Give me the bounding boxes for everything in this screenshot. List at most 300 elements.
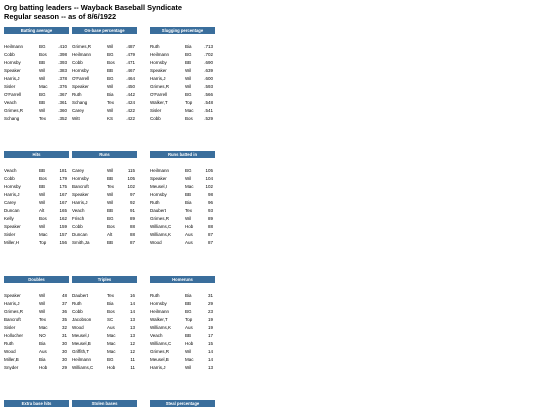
player-name: O'Farrell bbox=[4, 92, 22, 97]
team-abbr: Wil bbox=[107, 84, 114, 89]
team-abbr: BG bbox=[39, 92, 46, 97]
table-row bbox=[4, 99, 69, 107]
player-name: Ruth bbox=[4, 341, 14, 346]
stat-value: 92 bbox=[129, 200, 135, 205]
table-row bbox=[72, 83, 137, 91]
runs-rows bbox=[72, 167, 137, 247]
team-abbr: Tex bbox=[107, 293, 115, 298]
team-abbr: Alt bbox=[107, 232, 113, 237]
table-row bbox=[150, 340, 215, 348]
table-row bbox=[150, 207, 215, 215]
player-name: Schang bbox=[72, 100, 88, 105]
table-row bbox=[4, 356, 69, 364]
player-name: Heilmann bbox=[72, 357, 92, 362]
player-name: Harris,J bbox=[150, 365, 166, 370]
player-name: Grimes,R bbox=[150, 84, 169, 89]
stat-value: 30 bbox=[61, 349, 67, 354]
table-row bbox=[150, 316, 215, 324]
on-base-percentage-rows bbox=[72, 43, 137, 123]
table-row bbox=[4, 175, 69, 183]
team-abbr: Mac bbox=[185, 357, 194, 362]
slugging-percentage-rows bbox=[150, 43, 215, 123]
stat-value: .367 bbox=[58, 92, 67, 97]
stat-value: 48 bbox=[61, 293, 67, 298]
team-abbr: BB bbox=[39, 60, 46, 65]
table-row bbox=[72, 300, 137, 308]
table-row bbox=[4, 324, 69, 332]
player-name: Cobb bbox=[72, 224, 83, 229]
stat-value: .376 bbox=[58, 84, 67, 89]
stat-value: .450 bbox=[126, 84, 135, 89]
table-row bbox=[4, 348, 69, 356]
table-row bbox=[150, 215, 215, 223]
slugging-percentage-header: Slugging percentage bbox=[150, 27, 215, 34]
team-abbr: BB bbox=[107, 208, 114, 213]
table-row bbox=[4, 191, 69, 199]
table-row bbox=[4, 75, 69, 83]
stat-value: 23 bbox=[207, 309, 213, 314]
player-name: Wood bbox=[4, 349, 16, 354]
stat-value: 89 bbox=[207, 216, 213, 221]
team-abbr: Wil bbox=[185, 68, 192, 73]
table-row bbox=[4, 215, 69, 223]
player-name: Heilmann bbox=[150, 168, 170, 173]
stat-value: 30 bbox=[61, 357, 67, 362]
table-row bbox=[150, 324, 215, 332]
stat-value: .639 bbox=[204, 68, 213, 73]
team-abbr: Wil bbox=[39, 108, 46, 113]
player-name: Duncan bbox=[4, 208, 20, 213]
stat-value: 31 bbox=[61, 333, 67, 338]
team-abbr: Wil bbox=[39, 200, 46, 205]
table-row bbox=[150, 67, 215, 75]
stat-value: 13 bbox=[129, 317, 135, 322]
table-row bbox=[150, 239, 215, 247]
stat-value: 15 bbox=[207, 341, 213, 346]
steal-percentage-table bbox=[150, 400, 215, 416]
stat-value: 19 bbox=[207, 325, 213, 330]
team-abbr: Top bbox=[185, 100, 193, 105]
table-row bbox=[72, 43, 137, 51]
player-name: Harris,J bbox=[4, 76, 20, 81]
on-base-percentage-header: On-base percentage bbox=[72, 27, 137, 34]
doubles-header: Doubles bbox=[4, 276, 69, 283]
stat-value: .360 bbox=[58, 108, 67, 113]
stat-value: .442 bbox=[126, 92, 135, 97]
table-row bbox=[150, 91, 215, 99]
stat-value: .471 bbox=[126, 60, 135, 65]
team-abbr: BG bbox=[185, 92, 192, 97]
player-name: Ruth bbox=[150, 200, 160, 205]
stat-value: 30 bbox=[61, 341, 67, 346]
stat-value: 29 bbox=[207, 301, 213, 306]
team-abbr: Aus bbox=[185, 240, 193, 245]
table-row bbox=[4, 83, 69, 91]
player-name: Williams,C bbox=[150, 224, 172, 229]
team-abbr: Wil bbox=[185, 216, 192, 221]
team-abbr: BB bbox=[39, 100, 46, 105]
player-name: Cobb bbox=[72, 60, 83, 65]
player-name: Grimes,R bbox=[72, 44, 91, 49]
table-row bbox=[4, 308, 69, 316]
player-name: Ruth bbox=[150, 293, 160, 298]
team-abbr: BB bbox=[39, 184, 46, 189]
team-abbr: BG bbox=[107, 357, 114, 362]
player-name: Hornsby bbox=[4, 60, 21, 65]
stat-value: .713 bbox=[204, 44, 213, 49]
table-row bbox=[72, 340, 137, 348]
triples-table bbox=[72, 276, 137, 372]
player-name: Walker,T bbox=[150, 317, 168, 322]
player-name: Veach bbox=[4, 168, 17, 173]
stat-value: 13 bbox=[129, 333, 135, 338]
table-row bbox=[72, 223, 137, 231]
team-abbr: Top bbox=[39, 240, 47, 245]
table-row bbox=[72, 191, 137, 199]
stat-value: .467 bbox=[126, 68, 135, 73]
team-abbr: Wil bbox=[107, 108, 114, 113]
player-name: Williams,C bbox=[150, 341, 172, 346]
player-name: Speaker bbox=[4, 224, 21, 229]
table-row bbox=[4, 300, 69, 308]
player-name: Hornsby bbox=[150, 301, 167, 306]
team-abbr: BB bbox=[107, 240, 114, 245]
stat-value: .424 bbox=[126, 100, 135, 105]
player-name: Cobb bbox=[4, 52, 15, 57]
team-abbr: Bos bbox=[107, 224, 115, 229]
stat-value: .529 bbox=[204, 116, 213, 121]
steal-percentage-header: Steal percentage bbox=[150, 400, 215, 407]
stat-value: 14 bbox=[207, 349, 213, 354]
table-row bbox=[150, 167, 215, 175]
player-name: Meusel,B bbox=[72, 341, 91, 346]
table-row bbox=[150, 292, 215, 300]
table-row bbox=[72, 348, 137, 356]
player-name: Ruth bbox=[72, 92, 82, 97]
doubles-rows bbox=[4, 292, 69, 372]
table-row bbox=[4, 332, 69, 340]
team-abbr: Mac bbox=[39, 84, 48, 89]
stat-value: .541 bbox=[204, 108, 213, 113]
player-name: Hornsby bbox=[72, 68, 89, 73]
team-abbr: Hob bbox=[185, 341, 194, 346]
player-name: Hornsby bbox=[150, 60, 167, 65]
table-row bbox=[4, 239, 69, 247]
player-name: Harris,J bbox=[72, 200, 88, 205]
team-abbr: Bia bbox=[185, 44, 192, 49]
table-row bbox=[72, 91, 137, 99]
stat-value: 12 bbox=[129, 349, 135, 354]
team-abbr: Mac bbox=[39, 232, 48, 237]
stat-value: 19 bbox=[207, 317, 213, 322]
team-abbr: BB bbox=[39, 168, 46, 173]
table-row bbox=[150, 99, 215, 107]
player-name: Heilmann bbox=[150, 309, 170, 314]
team-abbr: Wil bbox=[185, 84, 192, 89]
stat-value: .566 bbox=[204, 92, 213, 97]
stat-value: 179 bbox=[59, 176, 67, 181]
table-row bbox=[72, 99, 137, 107]
player-name: Veach bbox=[4, 100, 17, 105]
hits-rows bbox=[4, 167, 69, 247]
stat-value: 12 bbox=[129, 341, 135, 346]
slugging-percentage-table bbox=[150, 27, 215, 123]
team-abbr: Wil bbox=[39, 301, 46, 306]
player-name: Hollocher bbox=[4, 333, 24, 338]
extra-base-hits-table bbox=[4, 400, 69, 416]
player-name: Smith,Ja bbox=[72, 240, 90, 245]
stat-value: 35 bbox=[61, 317, 67, 322]
table-row bbox=[150, 191, 215, 199]
stat-value: .464 bbox=[126, 76, 135, 81]
player-name: O'Farrell bbox=[72, 76, 90, 81]
team-abbr: Wil bbox=[39, 76, 46, 81]
team-abbr: Bos bbox=[107, 60, 115, 65]
stat-value: 36 bbox=[61, 309, 67, 314]
stat-value: 162 bbox=[59, 216, 67, 221]
team-abbr: Aus bbox=[185, 325, 193, 330]
team-abbr: Wil bbox=[185, 365, 192, 370]
player-name: Speaker bbox=[150, 68, 167, 73]
table-row bbox=[4, 43, 69, 51]
team-abbr: BB bbox=[185, 192, 192, 197]
team-abbr: BB bbox=[185, 301, 192, 306]
team-abbr: Wil bbox=[39, 224, 46, 229]
team-abbr: Hob bbox=[107, 365, 116, 370]
team-abbr: Aus bbox=[39, 349, 47, 354]
player-name: Wood bbox=[72, 325, 84, 330]
table-row bbox=[72, 231, 137, 239]
stolen-bases-header: Stolen bases bbox=[72, 400, 137, 407]
batting-average-header: Batting average bbox=[4, 27, 69, 34]
table-row bbox=[150, 175, 215, 183]
team-abbr: Bia bbox=[185, 200, 192, 205]
homeruns-table bbox=[150, 276, 215, 372]
team-abbr: BG bbox=[107, 52, 114, 57]
stat-value: .361 bbox=[58, 100, 67, 105]
stat-value: 14 bbox=[207, 357, 213, 362]
stat-value: 102 bbox=[205, 184, 213, 189]
table-row bbox=[72, 199, 137, 207]
table-row bbox=[150, 300, 215, 308]
table-row bbox=[150, 75, 215, 83]
stat-value: 93 bbox=[207, 208, 213, 213]
table-row bbox=[72, 107, 137, 115]
player-name: Grimes,R bbox=[150, 349, 169, 354]
stat-value: 17 bbox=[207, 333, 213, 338]
stat-value: 91 bbox=[129, 208, 135, 213]
player-name: Schang bbox=[4, 116, 20, 121]
stat-value: 97 bbox=[129, 192, 135, 197]
table-row bbox=[4, 183, 69, 191]
team-abbr: Hob bbox=[39, 365, 48, 370]
player-name: Williams,K bbox=[150, 232, 171, 237]
runs-batted-in-table bbox=[150, 151, 215, 247]
team-abbr: Hob bbox=[185, 224, 194, 229]
stat-value: .487 bbox=[126, 44, 135, 49]
team-abbr: Bos bbox=[39, 176, 47, 181]
stat-value: .422 bbox=[126, 116, 135, 121]
stat-value: .600 bbox=[204, 76, 213, 81]
team-abbr: BG bbox=[185, 309, 192, 314]
table-row bbox=[150, 356, 215, 364]
hits-table bbox=[4, 151, 69, 247]
table-row bbox=[4, 115, 69, 123]
table-row bbox=[72, 115, 137, 123]
player-name: Hornsby bbox=[72, 176, 89, 181]
stat-value: 98 bbox=[207, 192, 213, 197]
table-row bbox=[150, 199, 215, 207]
stat-value: 87 bbox=[129, 240, 135, 245]
runs-batted-in-header: Runs batted in bbox=[150, 151, 215, 158]
team-abbr: Mac bbox=[185, 184, 194, 189]
player-name: O'Farrell bbox=[150, 92, 168, 97]
player-name: Cobb bbox=[72, 309, 83, 314]
player-name: Frisch bbox=[72, 216, 85, 221]
player-name: Bancroft bbox=[72, 184, 89, 189]
player-name: Williams,C bbox=[72, 365, 94, 370]
stat-value: 87 bbox=[207, 240, 213, 245]
team-abbr: Aus bbox=[185, 232, 193, 237]
player-name: Duncan bbox=[72, 232, 88, 237]
stat-value: 175 bbox=[59, 184, 67, 189]
team-abbr: Wil bbox=[107, 200, 114, 205]
player-name: Speaker bbox=[72, 84, 89, 89]
table-row bbox=[72, 67, 137, 75]
player-name: Sisler bbox=[150, 108, 162, 113]
player-name: Miller,B bbox=[4, 357, 19, 362]
player-name: Kelly bbox=[4, 216, 14, 221]
team-abbr: BG bbox=[185, 52, 192, 57]
player-name: Daubert bbox=[150, 208, 167, 213]
team-abbr: BG bbox=[39, 44, 46, 49]
table-row bbox=[72, 75, 137, 83]
team-abbr: BB bbox=[107, 176, 114, 181]
stat-value: .352 bbox=[58, 116, 67, 121]
batting-average-table bbox=[4, 27, 69, 123]
player-name: Hornsby bbox=[150, 192, 167, 197]
team-abbr: Tex bbox=[185, 208, 193, 213]
table-row bbox=[4, 292, 69, 300]
table-row bbox=[150, 364, 215, 372]
team-abbr: Bos bbox=[39, 216, 47, 221]
stat-value: 37 bbox=[61, 301, 67, 306]
table-row bbox=[4, 67, 69, 75]
table-row bbox=[4, 316, 69, 324]
table-row bbox=[4, 51, 69, 59]
team-abbr: Bos bbox=[39, 52, 47, 57]
stat-value: 167 bbox=[59, 192, 67, 197]
team-abbr: BG bbox=[107, 76, 114, 81]
stat-value: .383 bbox=[58, 68, 67, 73]
team-abbr: Wil bbox=[185, 76, 192, 81]
table-row bbox=[4, 107, 69, 115]
triples-header: Triples bbox=[72, 276, 137, 283]
table-row bbox=[150, 332, 215, 340]
player-name: Sisler bbox=[4, 325, 16, 330]
team-abbr: Wil bbox=[185, 349, 192, 354]
extra-base-hits-header: Extra base hits bbox=[4, 400, 69, 407]
stat-value: .422 bbox=[126, 108, 135, 113]
table-row bbox=[72, 175, 137, 183]
table-row bbox=[72, 324, 137, 332]
stat-value: 13 bbox=[207, 365, 213, 370]
player-name: Sisler bbox=[4, 84, 16, 89]
player-name: Williams,K bbox=[150, 325, 171, 330]
team-abbr: Tex bbox=[107, 100, 115, 105]
table-row bbox=[72, 364, 137, 372]
player-name: Witt bbox=[72, 116, 80, 121]
stat-value: 29 bbox=[61, 365, 67, 370]
player-name: Grimes,R bbox=[150, 216, 169, 221]
runs-table bbox=[72, 151, 137, 247]
stat-value: 88 bbox=[129, 224, 135, 229]
stat-value: 104 bbox=[205, 176, 213, 181]
stat-value: .593 bbox=[204, 84, 213, 89]
team-abbr: BG bbox=[185, 168, 192, 173]
stat-value: 88 bbox=[207, 224, 213, 229]
player-name: Meusel,I bbox=[72, 333, 90, 338]
hits-header: Hits bbox=[4, 151, 69, 158]
player-name: Jacobson bbox=[72, 317, 92, 322]
player-name: Meusel,B bbox=[150, 357, 169, 362]
table-row bbox=[72, 292, 137, 300]
team-abbr: Mac bbox=[185, 108, 194, 113]
team-abbr: Wil bbox=[39, 293, 46, 298]
team-abbr: Tex bbox=[107, 184, 115, 189]
table-row bbox=[4, 59, 69, 67]
team-abbr: Bia bbox=[185, 293, 192, 298]
stat-value: .378 bbox=[58, 76, 67, 81]
stat-value: .690 bbox=[204, 60, 213, 65]
team-abbr: Wil bbox=[107, 44, 114, 49]
team-abbr: NO bbox=[39, 333, 46, 338]
player-name: Snyder bbox=[4, 365, 19, 370]
player-name: Carey bbox=[72, 108, 85, 113]
stat-value: 32 bbox=[61, 325, 67, 330]
team-abbr: KS bbox=[107, 116, 114, 121]
table-row bbox=[4, 207, 69, 215]
stat-value: 156 bbox=[59, 240, 67, 245]
table-row bbox=[72, 308, 137, 316]
stat-value: 115 bbox=[127, 168, 135, 173]
table-row bbox=[150, 348, 215, 356]
table-row bbox=[4, 167, 69, 175]
stat-value: .393 bbox=[58, 60, 67, 65]
player-name: Bancroft bbox=[4, 317, 21, 322]
player-name: Cobb bbox=[4, 176, 15, 181]
table-row bbox=[72, 207, 137, 215]
team-abbr: Bia bbox=[39, 341, 46, 346]
stat-value: 89 bbox=[129, 216, 135, 221]
stat-value: 165 bbox=[59, 208, 67, 213]
stolen-bases-table bbox=[72, 400, 137, 416]
player-name: Griffith,T bbox=[72, 349, 90, 354]
stat-value: .410 bbox=[58, 44, 67, 49]
table-row bbox=[4, 91, 69, 99]
player-name: Daubert bbox=[72, 293, 89, 298]
player-name: Ruth bbox=[72, 301, 82, 306]
team-abbr: Mac bbox=[39, 325, 48, 330]
player-name: Veach bbox=[72, 208, 85, 213]
team-abbr: Mac bbox=[107, 349, 116, 354]
table-row bbox=[4, 340, 69, 348]
stat-value: 11 bbox=[130, 357, 135, 362]
stat-value: 87 bbox=[207, 232, 213, 237]
table-row bbox=[4, 199, 69, 207]
table-row bbox=[150, 83, 215, 91]
team-abbr: Bia bbox=[39, 357, 46, 362]
